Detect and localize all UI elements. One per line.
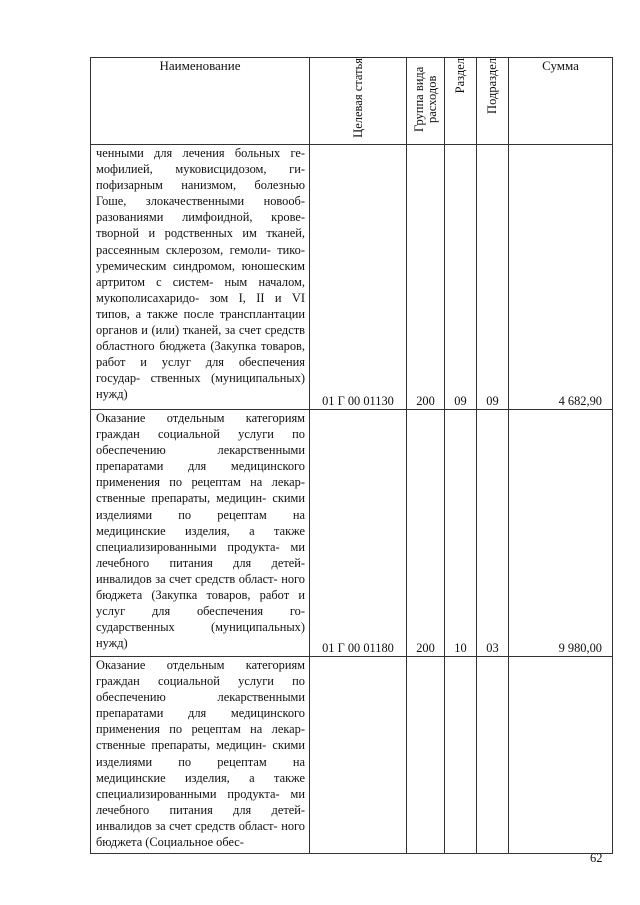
row-subsection [477, 657, 509, 854]
budget-table [90, 57, 613, 854]
table-row [91, 145, 613, 410]
row-name: Оказание отдельным категориям граждан социальной услуги по обеспечению лекарственными препаратами для медицинского применения по рецептам на лекар- ственные препараты, медицин- скими изделиями по рецептам на медицинские изделия, а также специализированными продукта- ми лечебного питания для детей- инвалидов за счет средств област- ного бюджета (Социальное обес- [91, 657, 310, 854]
header-expense-group: Группа вида расходов [407, 58, 445, 145]
row-section: 09 [445, 145, 477, 410]
table-row [91, 657, 613, 854]
row-subsection: 09 [477, 145, 509, 410]
table-row [91, 410, 613, 657]
row-expense-group: 200 [407, 410, 445, 657]
header-subsection: Подраздел [477, 58, 509, 145]
row-section: 10 [445, 410, 477, 657]
row-sum [509, 657, 613, 854]
row-expense-group: 200 [407, 145, 445, 410]
header-section: Раздел [445, 58, 477, 145]
row-expense-group [407, 657, 445, 854]
row-name: ченными для лечения больных ге- мофилией, муковисцидозом, ги- пофизарным нанизмом, болезнью Гоше, злокачественными новооб- разованиями лимфоидной, крове- творной и родственных им тканей, рассеянным склерозом, гемоли- тико-уремическим синдромом, юношеским артритом с систем- ным началом, мукополисахаридо- зом I, II и VI типов, а также после трансплантации органов и (или) тканей, за счет средств областного бюджета (Закупка товаров, работ и услуг для обеспечения государ- ственных (муниципальных) нужд) [91, 145, 310, 410]
row-target-article [310, 657, 407, 854]
row-subsection: 03 [477, 410, 509, 657]
row-section [445, 657, 477, 854]
table-header-row [91, 58, 613, 145]
page-number: 62 [590, 851, 603, 865]
row-target-article: 01 Г 00 01180 [310, 410, 407, 657]
header-target-article: Целевая статья [310, 58, 407, 145]
header-sum: Сумма [509, 58, 613, 145]
row-target-article: 01 Г 00 01130 [310, 145, 407, 410]
row-sum: 4 682,90 [509, 145, 613, 410]
row-sum: 9 980,00 [509, 410, 613, 657]
row-name: Оказание отдельным категориям граждан социальной услуги по обеспечению лекарственными препаратами для медицинского применения по рецептам на лекар- ственные препараты, медицин- скими изделиями по рецептам на медицинские изделия, а также специализированными продукта- ми лечебного питания для детей- инвалидов за счет средств област- ного бюджета (Закупка товаров, работ и услуг для обеспечения го- сударственных (муниципальных) нужд) [91, 410, 310, 657]
header-name: Наименование [91, 58, 310, 145]
